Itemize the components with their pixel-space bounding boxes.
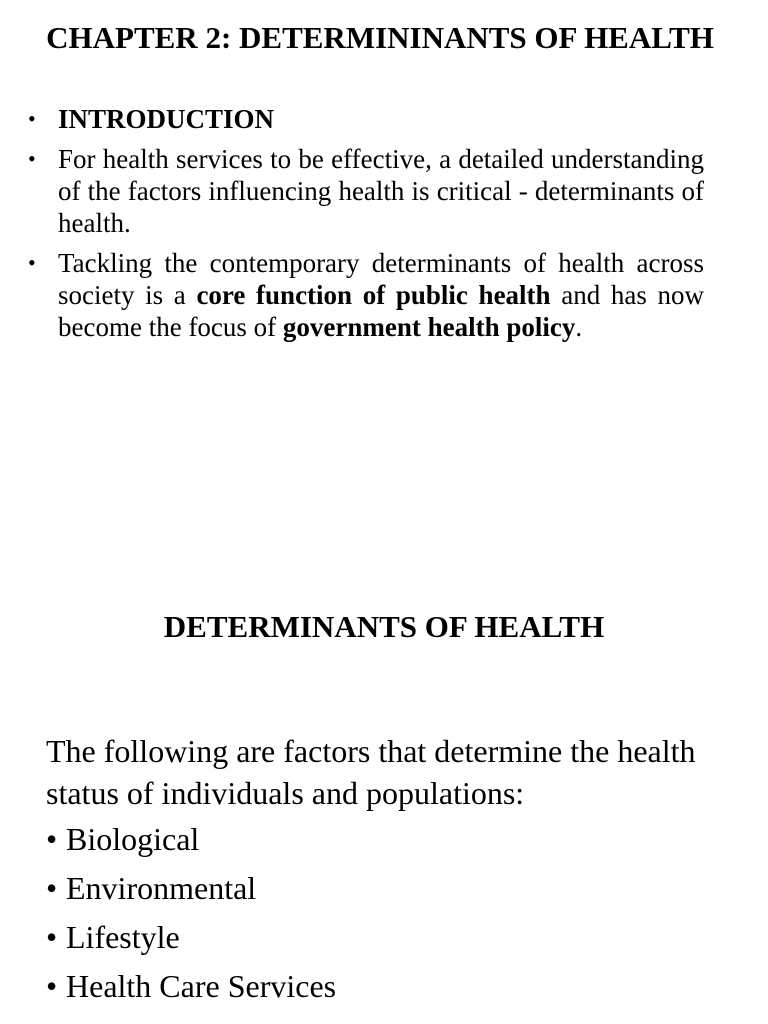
bullet-icon: •: [28, 250, 36, 275]
bullet-icon: •: [46, 968, 58, 1004]
list-item: [28, 103, 704, 135]
list-item: [46, 965, 336, 1014]
factors-intro-text: The following are factors that determine the health status of individuals and populations:: [46, 733, 696, 811]
chapter-title: CHAPTER 2: DETERMININANTS OF HEALTH: [46, 20, 714, 55]
bullet-text-part: and has now become the focus of: [58, 280, 704, 342]
list-item: [46, 867, 336, 916]
introduction-heading: INTRODUCTION: [58, 104, 275, 134]
factor-label: Health Care Services: [66, 968, 337, 1004]
factor-label: Biological: [66, 821, 200, 857]
section-title: DETERMINANTS OF HEALTH: [163, 609, 605, 644]
factor-label: Lifestyle: [66, 919, 180, 955]
bullet-text-part: .: [575, 312, 583, 342]
bullet-text-part: Tackling the contemporary determinants of health across society is a: [58, 248, 704, 310]
intro-bullet-list: [28, 103, 704, 351]
list-item: [46, 818, 336, 867]
bold-phrase: government health policy: [282, 312, 576, 342]
factor-label: Environmental: [66, 870, 257, 906]
bullet-icon: •: [46, 821, 58, 857]
list-item: [28, 143, 704, 239]
bold-phrase: core function of public health: [196, 280, 551, 310]
bullet-icon: •: [46, 870, 58, 906]
list-item: [28, 247, 704, 343]
bullet-text: For health services to be effective, a detailed understanding of the factors influencing health is critical - determinants of health.: [58, 144, 704, 238]
bullet-icon: •: [46, 919, 58, 955]
factors-list: [46, 818, 336, 1014]
bullet-icon: •: [28, 106, 36, 131]
list-item: [46, 916, 336, 965]
bullet-icon: •: [28, 146, 36, 171]
